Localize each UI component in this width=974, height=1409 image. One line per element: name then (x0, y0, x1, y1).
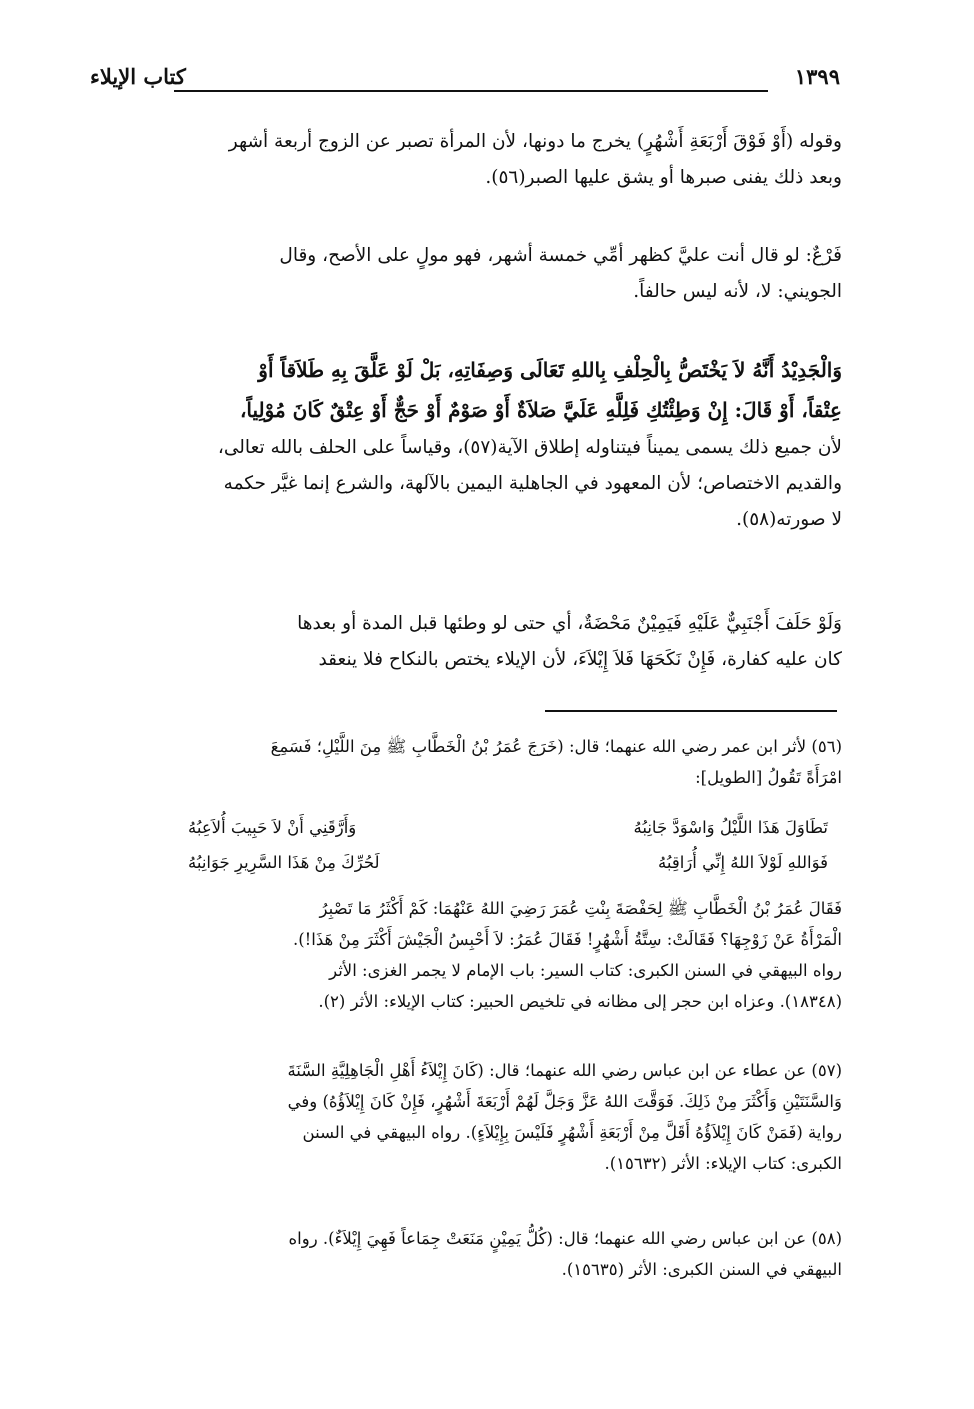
footnote-56 (112, 731, 842, 793)
chapter-title: كتاب الإيلاء (90, 64, 186, 89)
header-rule (174, 90, 768, 92)
text-line: الجويني: لا، لأنه ليس حالفاً. (633, 281, 842, 302)
text-line: وبعد ذلك يفنى صبرها أو يشق عليها الصبر(٥٦). (485, 167, 842, 188)
paragraph-4 (130, 606, 842, 678)
footnote-56-cont (112, 893, 842, 1017)
footnote-separator (545, 710, 837, 712)
footnote-line: (٥٧) عن عطاء عن ابن عباس رضي الله عنهما؛ قال: (كَانَ إِيْلاَءُ أَهْلِ الْجَاهِلِيَّةِ السَّنَةَ (287, 1061, 842, 1080)
text-line: وقوله (أَوْ فَوْقَ أَرْبَعَةِ أَشْهُرٍ) يخرج ما دونها، لأن المرأة تصبر عن الزوج أربعة أشهر (228, 131, 842, 152)
footnote-58 (112, 1223, 842, 1285)
text-line: لأن جميع ذلك يسمى يميناً فيتناوله إطلاق الآية(٥٧)، وقياساً على الحلف بالله تعالى، (217, 437, 842, 458)
paragraph-3 (130, 350, 842, 538)
footnote-57 (112, 1055, 842, 1179)
footnote-line: (٥٦) لأثر ابن عمر رضي الله عنهما؛ قال: (خَرَجَ عُمَرُ بْنُ الْخَطَّابِ ﷺ مِنَ اللَّيْلِ؛ فَسَمِعَ (270, 737, 842, 756)
page-number: ١٣٩٩ (794, 64, 840, 89)
footnote-line: (٥٨) عن ابن عباس رضي الله عنهما؛ قال: (كُلُّ يَمِيْنٍ مَنَعَتْ جِمَاعاً فَهِيَ إِيْلاَءٌ). رواه (288, 1229, 842, 1248)
footnote-line: وَالسَّنَتَيْنِ وَأَكْثَرَ مِنْ ذَلِكَ. فَوَقَّتَ اللهُ عَزَّ وَجَلَّ لَهُمْ أَرْبَعَةَ أَشْهُرٍ، فَإِنْ كَانَ إِيْلاَؤُهُ) وفي (287, 1092, 842, 1111)
matn-line: عِتْقاً، أَوْ قَالَ: إِنْ وَطِئْتُكِ فَلِلَّهِ عَلَيَّ صَلاَةٌ أَوْ صَوْمٌ أَوْ حَجٌّ أَوْ عِتْقٌ كَانَ مُوْلِياً، (239, 398, 842, 422)
poem-hemistich: لَحُرِّكَ مِنْ هَذَا السَّرِيرِ جَوَانِبُهُ (188, 853, 380, 872)
text-line: وَلَوْ حَلَفَ أَجْنَبِيٌّ عَلَيْهِ فَيَمِيْنٌ مَحْضَةٌ، أي حتى لو وطئها قبل المدة أو بعدها (297, 613, 842, 634)
footnote-line: رواه البيهقي في السنن الكبرى: كتاب السير: باب الإمام لا يجمر الغزى: الأثر (329, 961, 842, 980)
footnote-line: (١٨٣٤٨). وعزاه ابن حجر إلى مظانه في تلخيص الحبير: كتاب الإيلاء: الأثر (٢). (318, 992, 842, 1011)
text-line: فَرْعٌ: لو قال أنت عليَّ كظهر أمِّي خمسة أشهر، فهو مولٍ على الأصح، وقال (279, 245, 842, 266)
footnote-line: رواية (فَمَنْ كَانَ إِيْلاَؤُهُ أَقَلَّ مِنْ أَرْبَعَةِ أَشْهُرٍ فَلَيْسَ بِإِيْلاَءٍ). رواه البيهقي في السنن (302, 1123, 842, 1142)
footnote-line: امْرَأَةً تَقُولُ [الطويل]: (695, 768, 842, 787)
matn-line: وَالْجَدِيْدُ أَنَّهُ لاَ يَخْتَصُّ بِالْحِلْفِ بِاللهِ تَعَالَى وَصِفَاتِهِ، بَلْ لَوْ عَلَّقَ بِهِ طَلاَقاً أَوْ (258, 358, 842, 382)
text-line: لا صورته(٥٨). (736, 509, 842, 530)
footnote-line: الكبرى: كتاب الإيلاء: الأثر (١٥٦٣٢). (604, 1154, 842, 1173)
footnote-line: الْمَرْأَةُ عَنْ زَوْجِهَا؟ فَقَالَتْ: سِتَّةُ أَشْهُرٍ! فَقَالَ عُمَرُ: لاَ أَحْبِسُ الْجَيْشَ أَكْثَرَ مِنْ هَذَا!). (292, 930, 842, 949)
text-line: كان عليه كفارة، فَإِنْ نَكَحَهَا فَلاَ إِيْلاَءَ، لأن الإيلاء يختص بالنكاح فلا ينعقد (318, 649, 842, 670)
paragraph-2 (130, 238, 842, 310)
text-line: والقديم الاختصاص؛ لأن المعهود في الجاهلية اليمين بالآلهة، والشرع إنما غيَّر حكمه (223, 473, 842, 494)
paragraph-1 (130, 124, 842, 196)
footnote-line: البيهقي في السنن الكبرى: الأثر (١٥٦٣٥). (561, 1260, 842, 1279)
poem-hemistich: تَطَاوَلَ هَذَا اللَّيْلُ وَاسْوَدَّ جَانِبُهُ (633, 818, 828, 837)
running-header (90, 60, 840, 100)
footnote-line: فَقَالَ عُمَرُ بْنُ الْخَطَّابِ ﷺ لِحَفْصَةَ بِنْتِ عُمَرَ رَضِيَ اللهُ عَنْهُمَا: كَمْ أَكْثَرُ مَا تَصْبِرُ (319, 899, 842, 918)
poem-hemistich: وَأَرَّقَنِي أَنْ لاَ حَبِيبَ أُلاَعِبُهُ (188, 818, 357, 837)
poem-hemistich: فَوَاللهِ لَوْلاَ اللهُ إِنِّي أُرَاقِبُهُ (658, 853, 828, 872)
